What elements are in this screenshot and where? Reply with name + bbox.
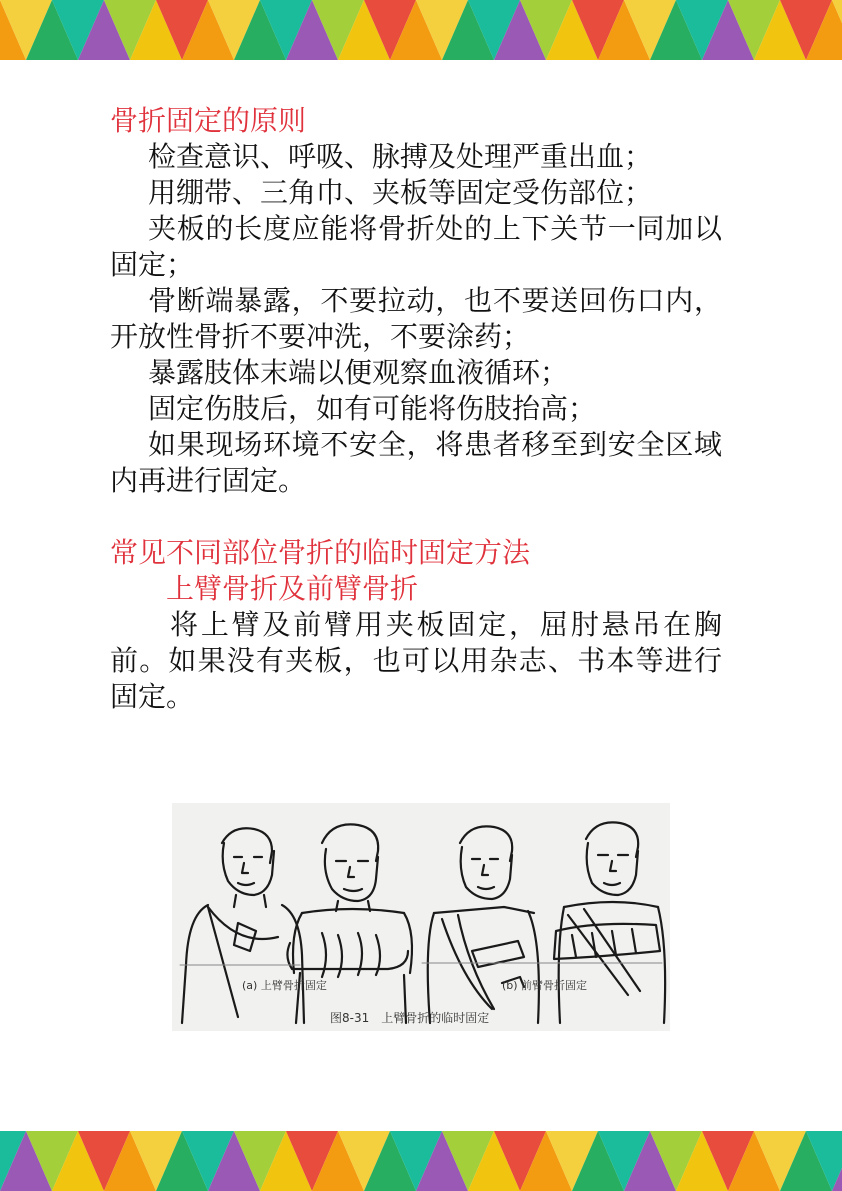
person-2-drawing — [287, 824, 412, 1023]
section-title-principles: 骨折固定的原则 — [110, 104, 307, 137]
bottom-triangle-border — [0, 1131, 842, 1191]
principle-item-4: 骨断端暴露，不要拉动，也不要送回伤口内，开放性骨折不要冲洗，不要涂药； — [110, 284, 722, 353]
person-1-drawing — [182, 828, 304, 1023]
principle-item-1: 检查意识、呼吸、脉搏及处理严重出血； — [148, 140, 653, 173]
person-3-drawing — [428, 826, 539, 1023]
top-triangle-border — [0, 0, 842, 60]
arm-fracture-paragraph: 将上臂及前臂用夹板固定，屈肘悬吊在胸前。如果没有夹板，也可以用杂志、书本等进行固定。 — [110, 608, 722, 713]
principle-item-7: 如果现场环境不安全，将患者移至到安全区域内再进行固定。 — [110, 428, 722, 497]
principle-item-5: 暴露肢体末端以便观察血液循环； — [148, 356, 569, 389]
principle-item-3: 夹板的长度应能将骨折处的上下关节一同加以固定； — [110, 212, 722, 281]
page-content — [110, 103, 722, 715]
figure-label-a: (a) 上臂骨折固定 — [242, 979, 327, 992]
subsection-title-arm-fracture: 上臂骨折及前臂骨折 — [166, 572, 419, 605]
section-spacer — [110, 499, 722, 535]
principle-item-6: 固定伤肢后，如有可能将伤肢抬高； — [148, 392, 597, 425]
principle-item-2: 用绷带、三角巾、夹板等固定受伤部位； — [148, 176, 653, 209]
arm-fracture-illustration — [172, 803, 670, 1031]
figure-caption: 图8-31 上臂骨折的临时固定 — [330, 1011, 490, 1025]
section-title-methods: 常见不同部位骨折的临时固定方法 — [110, 536, 531, 569]
figure-label-b: (b) 前臂骨折固定 — [502, 979, 588, 992]
arm-fracture-figure — [172, 803, 670, 1031]
